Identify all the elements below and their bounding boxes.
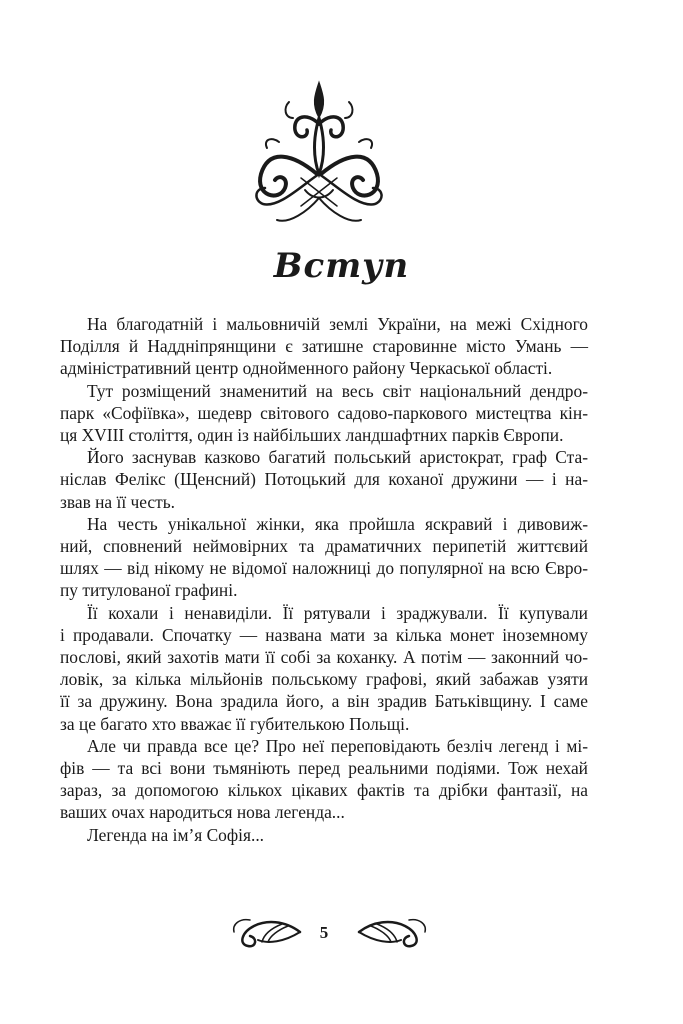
text-line: Його заснував казково багатий польський аристократ, граф Ста-	[87, 447, 588, 468]
text-line: звав на її честь.	[60, 491, 176, 512]
text-line: На честь унікальної жінки, яка пройшла яскравий і дивовиж-	[87, 513, 588, 534]
paragraph	[60, 602, 588, 735]
text-line: ний, сповнений неймовірних та драматичних перипетій життєвий	[60, 536, 588, 557]
floral-ornament-icon	[249, 78, 389, 233]
text-line: Поділля й Наддніпрянщини є затишне старовинне місто Умань —	[60, 336, 588, 357]
page-number: 5	[319, 923, 329, 942]
paragraph	[60, 446, 588, 513]
text-line: фів — та всі вони тьмяніють перед реальними подіями. Тож нехай	[60, 758, 588, 779]
chapter-body	[60, 313, 588, 846]
paragraph	[60, 513, 588, 602]
text-line: На благодатній і мальовничій землі України, на межі Східного	[87, 314, 588, 334]
text-line: пу титулованої графині.	[60, 580, 238, 601]
chapter-title: Вступ	[273, 246, 410, 286]
paragraph	[60, 380, 588, 447]
text-line: послові, який захотів мати її собі за коханку. А потім — законний чо-	[60, 647, 588, 668]
text-line: зараз, за допомогою кількох цікавих фактів та дрібки фантазії, на	[60, 780, 588, 801]
text-line: Легенда на ім’я Софія...	[87, 824, 265, 845]
scroll-flourish-icon	[228, 912, 302, 952]
scroll-flourish-icon	[357, 912, 431, 952]
text-line: Але чи правда все це? Про неї переповідають безліч легенд і мі-	[87, 735, 588, 756]
text-line: Її кохали і ненавиділи. Її рятували і зраджували. Її купували	[87, 602, 588, 623]
text-line: ніслав Фелікс (Щенсний) Потоцький для коханої дружини — і на-	[60, 469, 588, 490]
text-line: ловік, за кілька мільйонів польському графові, який забажав узяти	[60, 669, 588, 690]
text-line: Тут розміщений знаменитий на весь світ національний дендро-	[87, 380, 588, 401]
paragraph	[60, 735, 588, 824]
paragraph	[60, 824, 588, 846]
text-line: за це багато хто вважає її губителькою Польщі.	[60, 713, 410, 734]
text-line: парк «Софіївка», шедевр світового садово-паркового мистецтва кін-	[60, 402, 588, 423]
paragraph	[60, 313, 588, 380]
text-line: ваших очах народиться нова легенда...	[60, 802, 345, 823]
text-line: адміністративний центр однойменного району Черкаської області.	[60, 358, 553, 379]
text-line: ця XVIII століття, один із найбільших ландшафтних парків Європи.	[60, 425, 564, 446]
text-line: і продавали. Спочатку — названа мати за кілька монет іноземному	[60, 624, 588, 645]
page-footer	[0, 912, 683, 956]
text-line: шлях — від нікому не відомої наложниці до популярної на всю Євро-	[60, 558, 588, 579]
text-line: її за дружину. Вона зрадила його, а він зрадив Батьківщину. І саме	[60, 691, 588, 712]
